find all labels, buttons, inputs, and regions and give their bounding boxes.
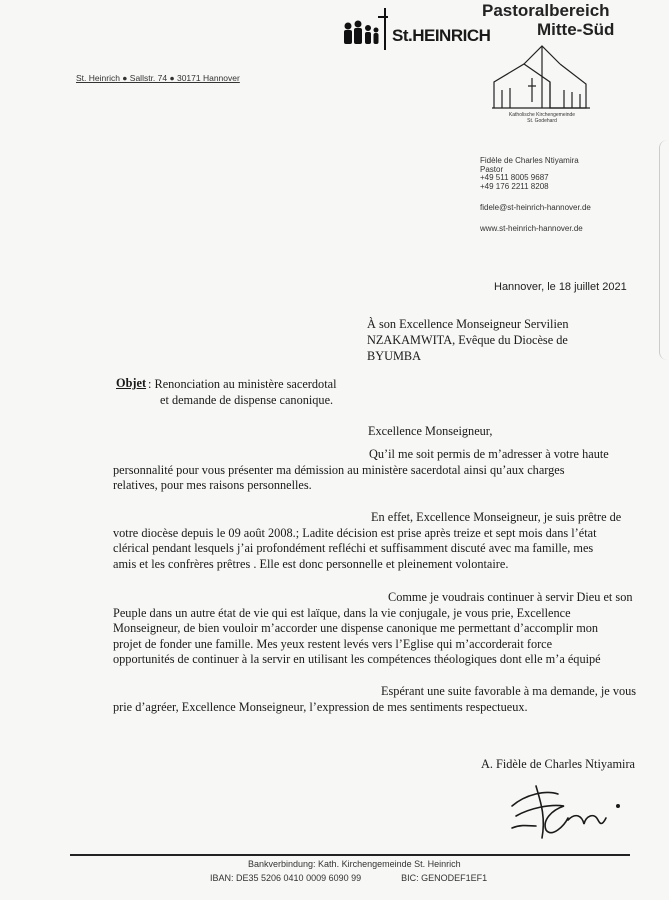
paragraph-line: projet de fonder une famille. Mes yeux restent levés vers l’Eglise qui m’accorderait force <box>113 636 553 651</box>
paragraph-2 <box>113 510 643 572</box>
pastoral-subtitle: Mitte-Süd <box>537 20 615 39</box>
contact-phone-1: +49 511 8005 9687 <box>480 173 549 182</box>
iban: IBAN: DE35 5206 0410 0009 6090 99 <box>210 873 362 883</box>
contact-block <box>480 157 591 233</box>
footer-divider <box>70 854 630 856</box>
handwritten-signature <box>506 776 636 844</box>
paragraph-4 <box>113 684 643 715</box>
paragraph-1 <box>113 447 643 494</box>
paragraph-line: Espérant une suite favorable à ma demande, je vous <box>381 684 637 698</box>
salutation: Excellence Monseigneur, <box>368 424 493 438</box>
paragraph-line: personnalité pour vous présenter ma démission au ministère sacerdotal ainsi qu’aux charges <box>113 462 565 477</box>
paragraph-line: En effet, Excellence Monseigneur, je suis prêtre de <box>371 510 622 524</box>
paragraph-line: Qu’il me soit permis de m’adresser à votre haute <box>369 447 609 461</box>
paragraph-line: amis et les confrères prêtres . Elle est donc personnelle et pleinement volontaire. <box>113 556 509 571</box>
recipient-block <box>367 316 637 364</box>
contact-phone-2: +49 176 2211 8208 <box>480 181 549 191</box>
paragraph-3 <box>113 590 643 668</box>
church-caption-line1: Katholische Kirchengemeinde <box>508 112 576 118</box>
page-edge-shadow <box>659 140 669 360</box>
paragraph-line: votre diocèse depuis le 09 août 2008.; Ladite décision est prise après treize et sept mois dans l’état <box>113 525 597 540</box>
church-caption-line2: St. Godehard <box>527 118 557 124</box>
recipient-line-1: À son Excellence Monseigneur Servilien <box>367 317 569 331</box>
paragraph-line: prie d’agréer, Excellence Monseigneur, l’expression de mes sentiments respectueux. <box>113 699 528 714</box>
subject-line-1: : Renonciation au ministère sacerdotal <box>148 377 337 391</box>
return-address: St. Heinrich ● Sallstr. 74 ● 30171 Hannover <box>76 73 240 83</box>
paragraph-line: relatives, pour mes raisons personnelles. <box>113 478 312 492</box>
paragraph-line: Comme je voudrais continuer à servir Dieu et son <box>388 590 633 604</box>
subject-text <box>148 376 337 408</box>
recipient-line-2: NZAKAMWITA, Evêque du Diocèse de <box>367 333 568 347</box>
paragraph-line: opportunités de continuer à la servir en utilisant les compétences théologiques dont elle m’a équipé <box>113 652 601 666</box>
bank-numbers <box>210 873 487 883</box>
contact-role: Pastor <box>480 164 504 174</box>
contact-email: fidele@st-heinrich-hannover.de <box>480 203 591 212</box>
contact-website: www.st-heinrich-hannover.de <box>480 223 583 233</box>
church-icon <box>490 42 594 112</box>
paragraph-line: Monseigneur, de bien vouloir m’accorder une dispense canonique me permettant d’accomplir mon <box>113 621 599 635</box>
letter-date: Hannover, le 18 juillet 2021 <box>494 281 627 293</box>
family-figures-icon <box>338 8 388 50</box>
church-caption <box>496 112 588 124</box>
pastoral-title: Pastoralbereich <box>482 1 610 20</box>
logo-wordmark: St.HEINRICH <box>392 26 491 45</box>
bank-details: Bankverbindung: Kath. Kirchengemeinde St. Heinrich <box>248 859 461 869</box>
subject-label: Objet <box>116 376 147 390</box>
signature-drawing <box>506 776 636 844</box>
bic: BIC: GENODEF1EF1 <box>401 873 488 883</box>
subject-line-2: et demande de dispense canonique. <box>160 393 334 407</box>
signature-name: A. Fidèle de Charles Ntiyamira <box>481 757 636 771</box>
contact-name: Fidèle de Charles Ntiyamira <box>480 156 579 165</box>
recipient-line-3: BYUMBA <box>367 349 421 363</box>
paragraph-line: Peuple dans un autre état de vie qui est laïque, dans la vie conjugale, je vous prie, Excellence <box>113 605 571 620</box>
paragraph-line: clérical pendant lesquels j’ai profondément refléchi et suffisamment discuté avec ma famille, mes <box>113 541 594 555</box>
